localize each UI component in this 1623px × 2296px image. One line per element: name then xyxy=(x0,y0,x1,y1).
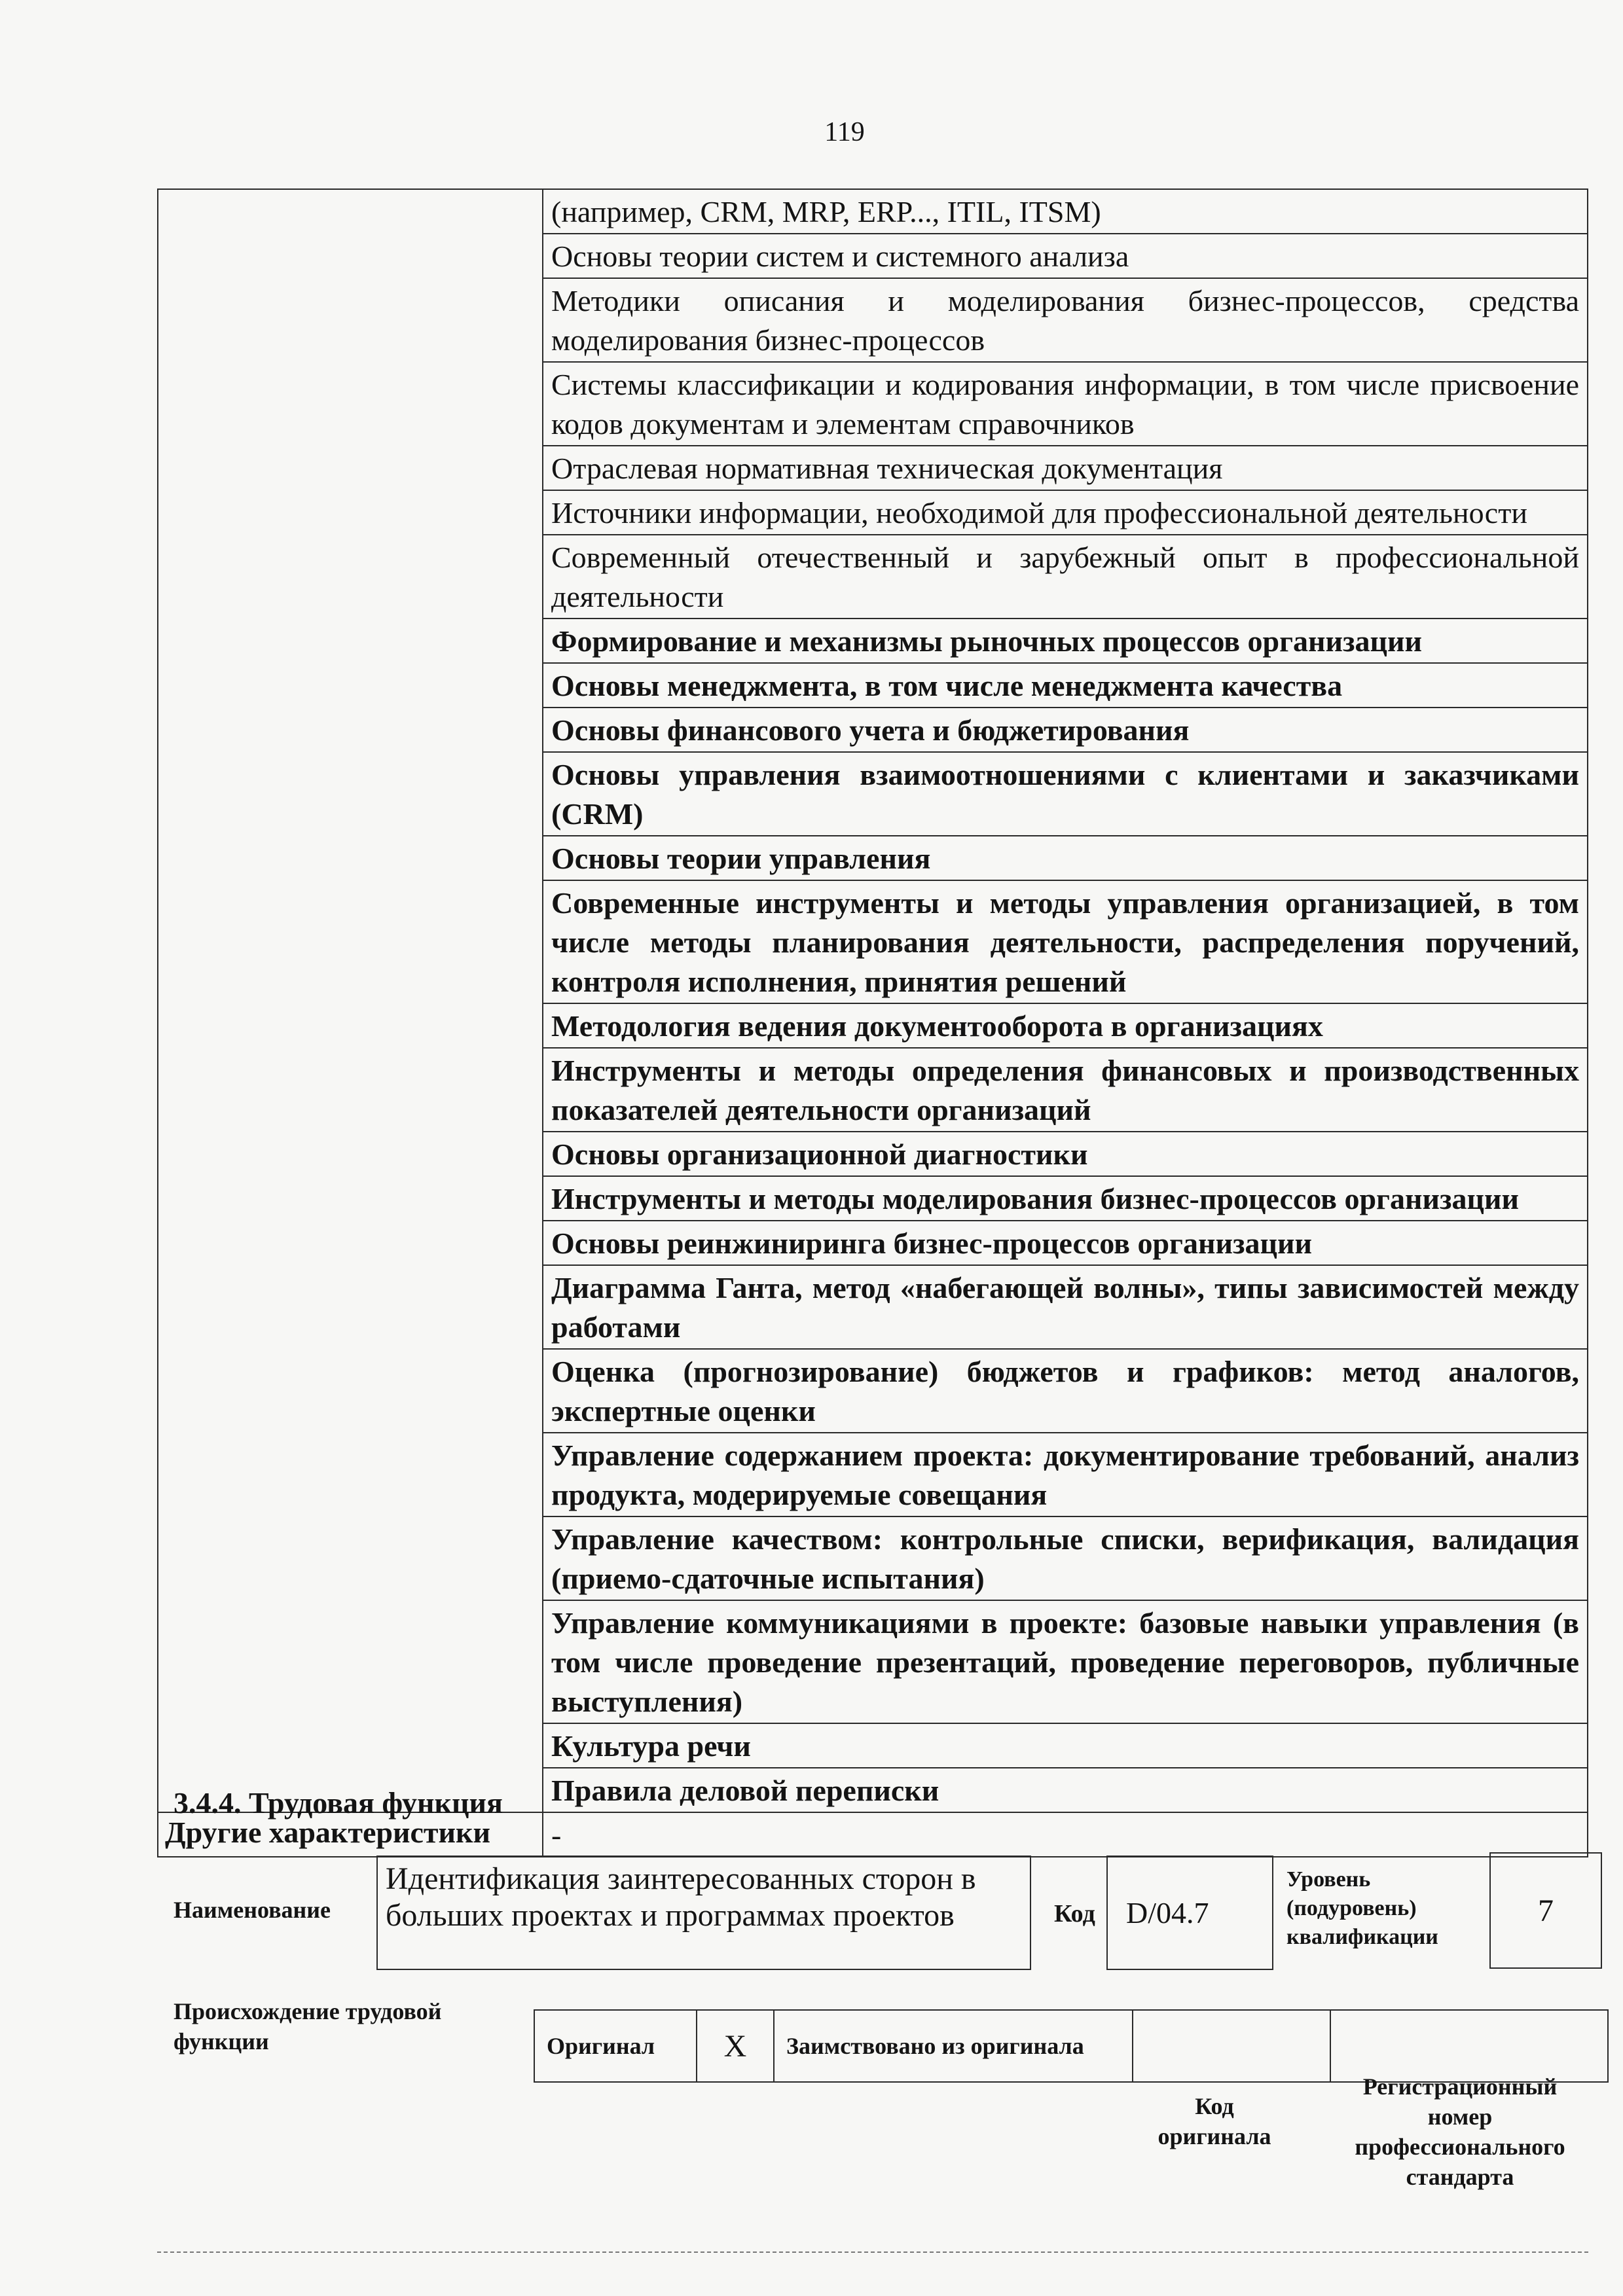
origin-mark-cell: X xyxy=(697,2010,774,2082)
code-caption-line-2: оригинала xyxy=(1158,2123,1271,2149)
knowledge-item: Правила деловой переписки xyxy=(543,1768,1588,1812)
knowledge-item: (например, CRM, MRP, ERP..., ITIL, ITSM) xyxy=(543,189,1588,234)
origin-original-cell: Оригинал xyxy=(534,2010,697,2082)
code-caption-line-1: Код xyxy=(1195,2093,1234,2119)
knowledge-item: Диаграмма Ганта, метод «набегающей волны», типы зависимостей между работами xyxy=(543,1265,1588,1349)
knowledge-item: Основы организационной диагностики xyxy=(543,1132,1588,1176)
code-box: D/04.7 xyxy=(1106,1856,1273,1970)
knowledge-item: Основы менеджмента, в том числе менеджмента качества xyxy=(543,663,1588,708)
level-label xyxy=(1286,1865,1438,1952)
reg-caption-line-2: номер xyxy=(1427,2104,1493,2130)
reg-caption-line-3: профессионального xyxy=(1355,2134,1565,2160)
code-label: Код xyxy=(1054,1900,1095,1928)
knowledge-item: Основы финансового учета и бюджетирования xyxy=(543,708,1588,752)
other-value: - xyxy=(543,1812,1588,1857)
knowledge-item: Системы классификации и кодирования информации, в том числе присвоение кодов документам и элементам справочников xyxy=(543,362,1588,446)
name-label: Наименование xyxy=(173,1897,331,1923)
other-label: Другие характеристики xyxy=(158,1812,543,1857)
knowledge-item: Культура речи xyxy=(543,1723,1588,1768)
level-label-line-2: (подуровень) xyxy=(1286,1896,1417,1920)
knowledge-item: Методология ведения документооборота в организациях xyxy=(543,1003,1588,1048)
bottom-rule xyxy=(157,2251,1588,2253)
knowledge-item: Инструменты и методы определения финансовых и производственных показателей деятельности организаций xyxy=(543,1048,1588,1132)
knowledge-table xyxy=(157,188,1588,1857)
knowledge-item: Инструменты и методы моделирования бизнес-процессов организации xyxy=(543,1176,1588,1221)
origin-code-cell xyxy=(1133,2010,1330,2082)
knowledge-item: Основы управления взаимоотношениями с клиентами и заказчиками (CRM) xyxy=(543,752,1588,836)
knowledge-item: Управление качеством: контрольные списки, верификация, валидация (приемо-сдаточные испытания) xyxy=(543,1516,1588,1600)
knowledge-item: Формирование и механизмы рыночных процессов организации xyxy=(543,619,1588,663)
knowledge-item: Современный отечественный и зарубежный опыт в профессиональной деятельности xyxy=(543,535,1588,619)
knowledge-item: Современные инструменты и методы управления организацией, в том числе методы планирования деятельности, распределения поручений, контроля исполнения, принятия решений xyxy=(543,880,1588,1003)
knowledge-item: Основы теории управления xyxy=(543,836,1588,880)
origin-borrowed-cell: Заимствовано из оригинала xyxy=(774,2010,1133,2082)
level-label-line-1: Уровень xyxy=(1286,1867,1371,1892)
origin-label xyxy=(173,1996,441,2056)
knowledge-item: Оценка (прогнозирование) бюджетов и графиков: метод аналогов, экспертные оценки xyxy=(543,1349,1588,1433)
origin-label-line-1: Происхождение трудовой xyxy=(173,1998,442,2024)
knowledge-item: Источники информации, необходимой для профессиональной деятельности xyxy=(543,490,1588,535)
function-name-box: Идентификация заинтересованных сторон в больших проектах и программах проектов xyxy=(376,1856,1031,1970)
reg-caption-line-1: Регистрационный xyxy=(1362,2073,1558,2100)
knowledge-item: Управление коммуникациями в проекте: базовые навыки управления (в том числе проведение презентаций, проведение переговоров, публичные выступления) xyxy=(543,1600,1588,1723)
knowledge-item: Основы реинжиниринга бизнес-процессов организации xyxy=(543,1221,1588,1265)
reg-caption-line-4: стандарта xyxy=(1406,2164,1514,2190)
knowledge-item: Методики описания и моделирования бизнес-процессов, средства моделирования бизнес-процессов xyxy=(543,278,1588,362)
knowledge-row xyxy=(158,189,1588,234)
page-number: 119 xyxy=(824,117,865,147)
reg-caption xyxy=(1322,2072,1597,2192)
knowledge-item: Основы теории систем и системного анализа xyxy=(543,234,1588,278)
code-caption xyxy=(1113,2091,1316,2151)
section-heading: 3.4.4. Трудовая функция xyxy=(173,1786,503,1820)
knowledge-label-cell xyxy=(158,189,543,1812)
origin-label-line-2: функции xyxy=(173,2028,269,2054)
knowledge-item: Отраслевая нормативная техническая документация xyxy=(543,446,1588,490)
knowledge-item: Управление содержанием проекта: документирование требований, анализ продукта, модерируемые совещания xyxy=(543,1433,1588,1516)
level-box: 7 xyxy=(1489,1852,1602,1969)
level-label-line-3: квалификации xyxy=(1286,1925,1438,1949)
